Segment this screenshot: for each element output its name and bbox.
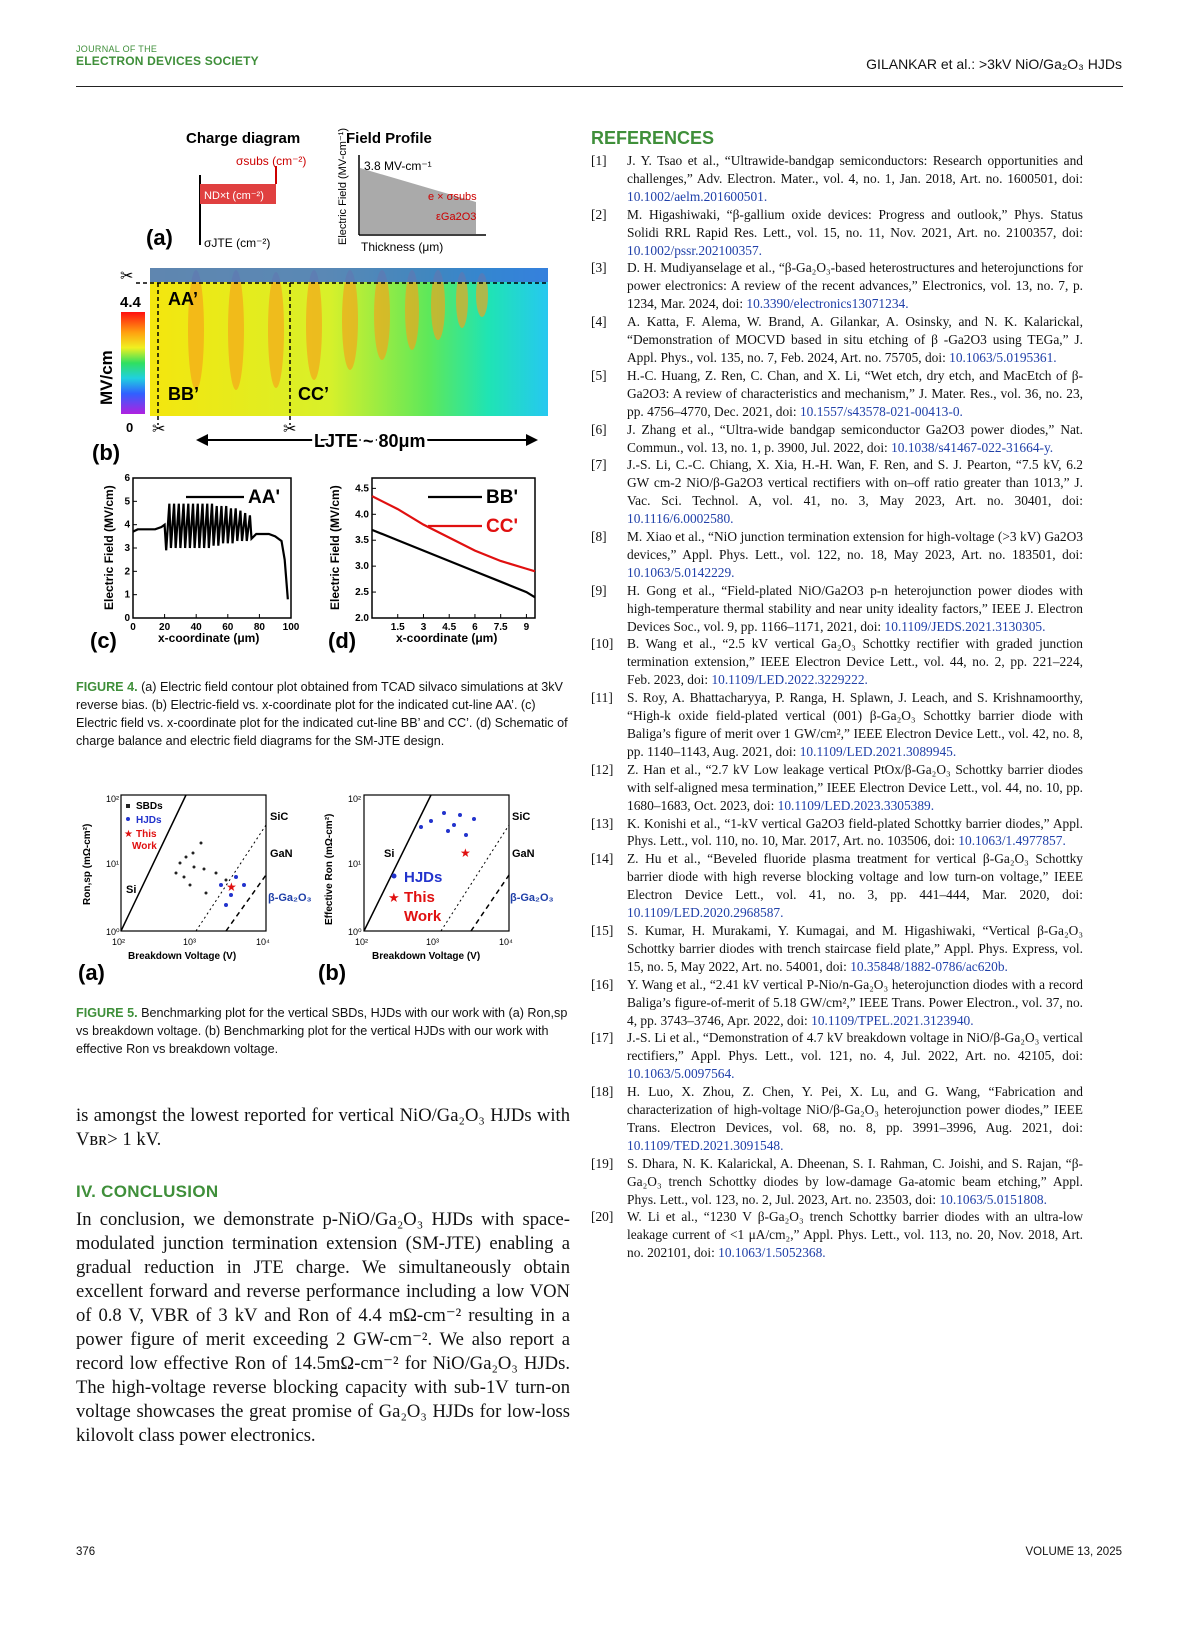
- reference-number: [3]: [591, 260, 607, 276]
- d-xlabel: x-coordinate (μm): [396, 631, 498, 645]
- svg-text:★: ★: [388, 890, 400, 905]
- scissors-icon: ✂: [120, 268, 134, 285]
- header-rule: [76, 86, 1123, 87]
- reference-doi-link[interactable]: 10.1109/TPEL.2021.3123940.: [811, 1012, 974, 1028]
- reference-text: Z. Hu et al., “Beveled fluoride plasma treatment for vertical β-Ga₂O₃ Schottky barrier diode with high reverse blocking voltage and low turn-on voltage,” IEEE Electron Device Lett., vol. 41, no. 3, pp. 441–444, Mar. 2020, doi: 10.1109/LED.2020.2968587.: [627, 851, 1083, 921]
- reference-number: [8]: [591, 529, 607, 545]
- reference-text: J. Zhang et al., “Ultra-wide bandgap semiconductor Ga2O3 power diodes,” Nat. Commun., vol. 13, no. 1, p. 3900, Jul. 2022, doi: 10.1038/s41467-022-31664-y.: [627, 421, 1083, 455]
- plot-c-ytick-label: 2: [124, 566, 130, 578]
- reference-number: [7]: [591, 457, 607, 473]
- reference-doi-link[interactable]: 10.1063/5.0097564.: [627, 1066, 735, 1082]
- references-list: [591, 152, 1083, 1262]
- plot-c-ytick-label: 1: [124, 589, 130, 601]
- reference-number: [20]: [591, 1209, 614, 1225]
- reference-number: [9]: [591, 582, 607, 598]
- conclusion-paragraph: In conclusion, we demonstrate p-NiO/Ga₂O₃ HJDs with space-modulated junction termination extension (SM-JTE) enabling a gradual reduction in JTE charge. We simultaneously obtain excellent forward and reverse performance including a low VON of 0.8 V, VBR of 3 kV and Ron of 4.4 mΩ-cm⁻² resulting in a power figure of merit exceeding 2 GW-cm⁻². We also report a record low effective Ron of 14.5mΩ-cm⁻² for NiO/Ga₂O₃ HJDs. The high-voltage reverse blocking capacity with sub-1V turn-on voltage showcases the great promise of Ga₂O₃ HJDs for low-loss kilovolt class power electronics.: [76, 1209, 570, 1446]
- reference-doi-link[interactable]: 10.35848/1882-0786/ac620b.: [850, 958, 1008, 974]
- reference-item: [591, 1029, 1083, 1083]
- reference-number: [14]: [591, 851, 614, 867]
- reference-doi-link[interactable]: 10.1109/LED.2021.3089945.: [799, 743, 957, 759]
- reference-text: A. Katta, F. Alema, W. Brand, A. Gilankar, A. Osinsky, and N. K. Kalarickal, “Demonstration of MOCVD based in situ etching of β -Ga2O3 using TEGa,” J. Appl. Phys., vol. 135, no. 7, Feb. 2024, Art. no. 75705, doi: 10.1063/5.0195361.: [627, 314, 1083, 365]
- reference-item: [591, 1208, 1083, 1262]
- section-title-conclusion: IV. CONCLUSION: [76, 1182, 219, 1201]
- fig5a-gan: GaN: [270, 848, 293, 860]
- field-y-label: Electric Field (MV-cm⁻¹): [337, 127, 349, 245]
- reference-text: Z. Han et al., “2.7 kV Low leakage vertical PtOx/β-Ga₂O₃ Schottky barrier diodes with self-aligned mesa termination,” IEEE Electron Device Lett., vol. 44, no. 10, pp. 1680–1683, Oct. 2023, doi: 10.1109/LED.2023.3305389.: [627, 761, 1083, 813]
- c-ylabel: Electric Field (MV/cm): [102, 485, 116, 610]
- plot-c-xtick-label: 40: [190, 622, 202, 633]
- reference-text: S. Roy, A. Bhattacharyya, P. Ranga, H. Splawn, J. Leach, and S. Krishnamoorthy, “High-k oxide field-plated vertical (001) β-Ga₂O₃ Schottky barrier diode with Baliga’s figure of merit over 1 GW/cm²,” IEEE Electron Device Lett., vol. 42, no. 8, pp. 1140–1143, Aug. 2021, doi: 10.1109/LED.2021.3089945.: [627, 690, 1083, 759]
- reference-number: [13]: [591, 815, 614, 831]
- fig5b-xtick-10000: 10⁴: [499, 937, 513, 947]
- reference-doi-link[interactable]: 10.3390/electronics13071234.: [746, 296, 909, 312]
- reference-number: [17]: [591, 1030, 614, 1046]
- peak-field-label: 3.8 MV-cm⁻¹: [364, 159, 432, 173]
- fig5a-xtick-100: 10²: [112, 937, 126, 947]
- fig5b-xtick-1000: 10³: [426, 937, 440, 947]
- reference-doi-link[interactable]: 10.1109/LED.2023.3305389.: [777, 797, 935, 813]
- reference-number: [11]: [591, 690, 613, 706]
- reference-text: J.-S. Li et al., “Demonstration of 4.7 kV breakdown voltage in NiO/β-Ga₂O₃ vertical rectifiers,” Appl. Phys. Lett., vol. 121, no. 4, Jul. 2022, Art. no. 42105, doi: 10.1063/5.0097564.: [627, 1030, 1083, 1082]
- svg-text:SBDs: SBDs: [136, 801, 163, 812]
- reference-item: [591, 456, 1083, 528]
- fig5a-xlabel: Breakdown Voltage (V): [128, 951, 237, 962]
- scale-max: 4.4: [120, 294, 141, 311]
- reference-number: [16]: [591, 976, 614, 992]
- fig5a-points: [175, 842, 228, 895]
- plot-c-ytick-label: 4: [124, 519, 130, 531]
- scissors-bb-icon: ✂: [152, 421, 166, 438]
- reference-doi-link[interactable]: 10.1109/LED.2020.2968587.: [627, 905, 784, 921]
- figure5-caption: [76, 1004, 574, 1058]
- plot-d-xtick-label: 1.5: [390, 622, 405, 633]
- plot-c-xtick-label: 100: [282, 622, 300, 633]
- d-ylabel: Electric Field (MV/cm): [328, 485, 342, 610]
- reference-text: M. Xiao et al., “NiO junction termination extension for high-voltage (>3 kV) Ga2O3 devices,” Appl. Phys. Lett., vol. 122, no. 18, May 2023, Art. no. 183501, doi: 10.1063/5.0142229.: [627, 529, 1083, 580]
- sigma-subs-label: σsubs (cm⁻²): [236, 154, 307, 168]
- field-profile-title: Field Profile: [346, 130, 432, 147]
- fig5a-sic: SiC: [270, 811, 289, 823]
- paragraph-continuation: is amongst the lowest reported for vertical NiO/Ga₂O₃ HJDs with Vʙʀ> 1 kV.: [76, 1105, 570, 1150]
- c-xlabel: x-coordinate (μm): [158, 631, 260, 645]
- reference-item: [591, 850, 1083, 922]
- scissors-cc-icon: ✂: [283, 421, 297, 438]
- fig5b-xlabel: Breakdown Voltage (V): [372, 951, 481, 962]
- plot-d-xtick-label: 9: [523, 622, 530, 633]
- fig5b-legend: [388, 869, 442, 925]
- reference-number: [19]: [591, 1155, 614, 1171]
- plot-d-ytick-label: 4.5: [355, 483, 369, 495]
- reference-doi-link[interactable]: 10.1557/s43578-021-00413-0.: [799, 403, 963, 419]
- reference-text: W. Li et al., “1230 V β-Ga₂O₃ trench Schottky barrier diodes with an ultra-low leakage current of <1 μA/cm₂,” Appl. Phys. Lett., vol. 113, no. 20, Nov. 2018, Art. no. 202101, doi: 10.1063/1.5052368.: [627, 1209, 1083, 1261]
- panel-a-label: (a): [146, 225, 173, 250]
- fig5a-sic-limit: [196, 825, 266, 931]
- reference-doi-link[interactable]: 10.1038/s41467-022-31664-y.: [891, 439, 1054, 455]
- reference-text: H.-C. Huang, Z. Ren, C. Chan, and X. Li, “Wet etch, dry etch, and MacEtch of β-Ga2O3: A review of characteristics and mechanism,” J. Mater. Res., vol. 36, no. 23, pp. 4756–4770, Dec. 2021, doi: 10.1557/s43578-021-00413-0.: [627, 367, 1083, 419]
- reference-item: [591, 367, 1083, 421]
- reference-number: [18]: [591, 1084, 614, 1100]
- plot-d-xtick-label: 7.5: [493, 622, 508, 633]
- reference-item: [591, 582, 1083, 636]
- fig5b-points: [419, 811, 476, 837]
- figure5-caption-text: Benchmarking plot for the vertical SBDs, HJDs with our work with (a) Ron,sp vs breakdown voltage. (b) Benchmarking plot for the vertical HJDs with our work with effective Ron vs breakdown voltage.: [76, 1006, 568, 1056]
- reference-item: [591, 206, 1083, 260]
- reference-number: [10]: [591, 636, 614, 652]
- ljte-arrowhead-left: [196, 434, 208, 446]
- svg-text:This: This: [404, 889, 435, 906]
- plot-d-xtick-label: 4.5: [442, 622, 457, 633]
- journal-line2: ELECTRON DEVICES SOCIETY: [76, 54, 259, 68]
- plot-c-xtick-label: 20: [159, 622, 171, 633]
- reference-doi-link[interactable]: 10.1116/6.0002580.: [627, 511, 734, 527]
- plot-d-xtick-label: 6: [472, 622, 478, 633]
- reference-item: [591, 689, 1083, 761]
- scale-min: 0: [126, 420, 134, 435]
- reference-number: [12]: [591, 761, 614, 777]
- reference-doi-link[interactable]: 10.1063/1.4977857.: [958, 833, 1066, 849]
- plot-c-series-aa: [133, 504, 288, 600]
- fig5b-sic-limit: [441, 825, 509, 931]
- fig5b-xtick-100: 10²: [355, 937, 369, 947]
- ljte-label: LJTE ~ 80μm: [314, 431, 426, 451]
- reference-item: [591, 976, 1083, 1030]
- cut-aa-label: AA’: [168, 289, 199, 309]
- reference-number: [15]: [591, 922, 614, 938]
- plot-c-xtick-label: 60: [222, 622, 234, 633]
- color-scale: [121, 312, 145, 414]
- reference-doi-link[interactable]: 10.1063/5.0142229.: [627, 564, 735, 580]
- fig5a-this-work-star: ★: [226, 880, 237, 894]
- svg-text:This: This: [136, 829, 157, 840]
- figure5: [76, 785, 576, 985]
- e-sigma-label: e × σsubs: [428, 191, 477, 203]
- plot-c-ytick-label: 3: [124, 543, 130, 554]
- reference-item: [591, 1155, 1083, 1209]
- fig5b-gan-limit: [471, 875, 509, 931]
- journal-line1: JOURNAL OF THE: [76, 44, 158, 54]
- plot-d-ytick-label: 3.5: [355, 535, 369, 547]
- reference-text: J.-S. Li, C.-C. Chiang, X. Xia, H.-H. Wan, F. Ren, and S. J. Pearton, “7.5 kV, 6.2 GW cm-2 NiO/β-Ga2O3 vertical rectifiers with on–off ratio greater than 1013,” J. Vac. Sci. Technol. A, vol. 41, no. 3, May 2023, Art. no. 30401, doi: 10.1116/6.0002580.: [627, 457, 1083, 527]
- reference-doi-link[interactable]: 10.1002/aelm.201600501.: [627, 188, 768, 204]
- thickness-label: Thickness (μm): [361, 240, 444, 254]
- svg-text:Work: Work: [404, 908, 442, 925]
- fig5b-ytick-1: 10⁰: [348, 927, 362, 937]
- fig5b-ytick-100: 10²: [348, 794, 362, 804]
- fig5a-ga2o3: β-Ga₂O₃: [268, 892, 312, 904]
- svg-text:★: ★: [124, 829, 133, 840]
- charge-diagram-title: Charge diagram: [186, 130, 301, 147]
- plot-c-ytick-label: 0: [124, 613, 130, 624]
- plot-c-xtick-label: 80: [253, 622, 265, 633]
- fig5a-ytick-1: 10⁰: [106, 927, 120, 937]
- scale-unit: MV/cm: [97, 350, 116, 405]
- references-title: REFERENCES: [591, 128, 715, 148]
- reference-item: [591, 922, 1083, 976]
- svg-text:HJDs: HJDs: [136, 815, 162, 826]
- reference-doi-link[interactable]: 10.1109/TED.2021.3091548.: [627, 1137, 784, 1153]
- cut-cc-label: CC’: [298, 384, 329, 404]
- reference-item: [591, 815, 1083, 851]
- fig5-panel-b-label: (b): [318, 960, 347, 985]
- reference-number: [2]: [591, 206, 607, 222]
- reference-item: [591, 761, 1083, 815]
- reference-doi-link[interactable]: 10.1063/1.5052368.: [718, 1245, 826, 1261]
- figure4-ab: [76, 120, 576, 470]
- reference-item: [591, 1083, 1083, 1155]
- reference-item: [591, 421, 1083, 457]
- reference-number: [5]: [591, 367, 607, 383]
- reference-number: [1]: [591, 153, 607, 168]
- reference-text: S. Kumar, H. Murakami, Y. Kumagai, and M. Higashiwaki, “Vertical β-Ga₂O₃ Schottky barrier diodes with trench staircase field plate,” Appl. Phys. Express, vol. 15, no. 5, May 2022, Art. no. 54001, doi: 10.35848/1882-0786/ac620b.: [627, 922, 1083, 974]
- reference-doi-link[interactable]: 10.1109/JEDS.2021.3130305.: [884, 618, 1046, 634]
- panel-b-label: (b): [92, 440, 121, 465]
- plot-d-xtick-label: 3: [420, 622, 427, 633]
- plot-c-ytick-label: 6: [124, 473, 130, 484]
- reference-item: [591, 152, 1083, 206]
- d-legend-cc: CC': [486, 516, 518, 537]
- jte-top-layer: [150, 268, 548, 282]
- reference-item: [591, 528, 1083, 582]
- reference-number: [6]: [591, 421, 607, 437]
- reference-text: S. Dhara, N. K. Kalarickal, A. Dheenan, S. I. Rahman, C. Joishi, and S. Rajan, “β-Ga₂O₃ trench Schottky diodes by low-damage Ga-atomic beam etching,” Appl. Phys. Lett., vol. 123, no. 2, Jul. 2023, Art. no. 23503, doi: 10.1063/5.0151808.: [627, 1155, 1083, 1207]
- figure4-cd: [76, 470, 576, 660]
- figure4-caption: [76, 678, 574, 750]
- reference-doi-link[interactable]: 10.1063/5.0195361.: [949, 349, 1057, 365]
- reference-text: Y. Wang et al., “2.41 kV vertical P-Nio/n-Ga₂O₃ heterojunction diodes with a record Baliga’s figure-of-merit of 5.18 GW/cm²,” IEEE Trans. Power Electron., vol. 37, no. 4, pp. 3743–3746, Apr. 2022, doi: 10.1109/TPEL.2021.3123940.: [627, 976, 1083, 1028]
- fig5-panel-a-label: (a): [78, 960, 105, 985]
- fig5a-xtick-1000: 10³: [183, 937, 197, 947]
- running-title: GILANKAR et al.: >3kV NiO/Ga₂O₃ HJDs: [866, 56, 1122, 72]
- volume-info: VOLUME 13, 2025: [1025, 1546, 1122, 1558]
- reference-item: [591, 259, 1083, 313]
- fig5a-ytick-10: 10¹: [106, 859, 120, 869]
- sigma-jte-label: σJTE (cm⁻²): [204, 236, 271, 250]
- panel-d-label: (d): [328, 628, 357, 653]
- reference-text: J. Y. Tsao et al., “Ultrawide-bandgap semiconductors: Research opportunities and challenges,” Adv. Electron. Mater., vol. 4, no. 1, Jan. 2018, Art. no. 1600501, doi: 10.1002/aelm.201600501.: [627, 153, 1083, 204]
- d-legend-bb: BB': [486, 487, 518, 508]
- fig5a-legend: [124, 801, 163, 852]
- fig5b-gan: GaN: [512, 848, 535, 860]
- fig5b-si: Si: [384, 848, 395, 860]
- plot-d-ytick-label: 2.5: [355, 587, 369, 599]
- journal-logo: [76, 44, 259, 68]
- plot-d-ytick-label: 2.0: [355, 613, 369, 624]
- reference-text: H. Gong et al., “Field-plated NiO/Ga2O3 p-n heterojunction power diodes with high-temperature thermal stability and near unity ideality factors,” IEEE J. Electron Devices Soc., vol. 9, pp. 1166–1171, 2021, doi: 10.1109/JEDS.2021.3130305.: [627, 582, 1083, 634]
- reference-text: B. Wang et al., “2.5 kV vertical Ga₂O₃ Schottky rectifier with graded junction termination extension,” IEEE Electron Device Lett., vol. 44, no. 2, pp. 221–224, Feb. 2023, doi: 10.1109/LED.2022.3229222.: [627, 636, 1083, 688]
- reference-text: H. Luo, X. Zhou, Z. Chen, Y. Pei, X. Lu, and G. Wang, “Fabrication and characterization of high-voltage NiO/β-Ga₂O₃ heterojunction power diodes,” IEEE Trans. Electron Devices, vol. 68, no. 8, pp. 3991–3996, Aug. 2021, doi: 10.1109/TED.2021.3091548.: [627, 1084, 1083, 1153]
- figure5-caption-label: FIGURE 5.: [76, 1006, 138, 1020]
- reference-text: K. Konishi et al., “1-kV vertical Ga2O3 field-plated Schottky barrier diodes,” Appl. Phys. Lett., vol. 110, no. 10, Mar. 2017, Art. no. 103506, doi: 10.1063/1.4977857.: [627, 815, 1083, 849]
- nd-t-label: ND×t (cm⁻²): [204, 190, 264, 202]
- cut-bb-label: BB’: [168, 384, 199, 404]
- svg-text:HJDs: HJDs: [404, 869, 443, 886]
- eps-label: εGa2O3: [436, 211, 477, 223]
- figure4-caption-text: (a) Electric field contour plot obtained from TCAD silvaco simulations at 3kV reverse bias. (b) Electric-field vs. x-coordinate plot for the indicated cut-line AA’. (c) Electric field vs. x-coordinate plot for the indicated cut-line BB’ and CC’. (d) Schematic of charge balance and electric field diagrams for the SM-JTE design.: [76, 680, 568, 748]
- panel-c-label: (c): [90, 628, 117, 653]
- fig5a-ytick-100: 10²: [106, 794, 120, 804]
- svg-text:Work: Work: [132, 841, 157, 852]
- reference-text: D. H. Mudiyanselage et al., “β-Ga₂O₃-based heterostructures and heterojunctions for power electronics: A review of the recent advances,” Electronics, vol. 13, no. 7, p. 1234, Mar. 2024, doi: 10.3390/electronics13071234.: [627, 260, 1083, 312]
- reference-doi-link[interactable]: 10.1002/pssr.202100357.: [627, 242, 763, 258]
- fig5b-ga2o3: β-Ga₂O₃: [510, 892, 554, 904]
- plot-c-xtick-label: 0: [130, 622, 136, 633]
- fig5a-ylabel: Ron,sp (mΩ-cm²): [82, 823, 93, 905]
- c-legend-aa: AA': [248, 487, 280, 508]
- fig5b-sic: SiC: [512, 811, 531, 823]
- fig5b-this-work-star: ★: [460, 846, 471, 860]
- reference-number: [4]: [591, 314, 607, 330]
- fig5b-ytick-10: 10¹: [348, 859, 362, 869]
- fig5a-si: Si: [126, 884, 137, 896]
- reference-item: [591, 635, 1083, 689]
- fig5b-ylabel: Effective Ron (mΩ-cm²): [324, 813, 335, 925]
- plot-d-ytick-label: 4.0: [355, 509, 369, 521]
- reference-item: [591, 313, 1083, 367]
- plot-d-ytick-label: 3.0: [355, 561, 369, 573]
- plot-c-ytick-label: 5: [124, 496, 130, 508]
- reference-doi-link[interactable]: 10.1063/5.0151808.: [939, 1191, 1047, 1207]
- reference-doi-link[interactable]: 10.1109/LED.2022.3229222.: [711, 672, 868, 688]
- figure4-caption-label: FIGURE 4.: [76, 680, 138, 694]
- page-number: 376: [76, 1546, 96, 1558]
- fig5a-xtick-10000: 10⁴: [256, 937, 270, 947]
- reference-text: M. Higashiwaki, “β-gallium oxide devices: Progress and outlook,” Phys. Status Solidi RRL Rapid Res. Lett., vol. 15, no. 11, Nov. 2021, Art. no. 2100357, doi: 10.1002/pssr.202100357.: [627, 206, 1083, 258]
- ljte-arrowhead-right: [526, 434, 538, 446]
